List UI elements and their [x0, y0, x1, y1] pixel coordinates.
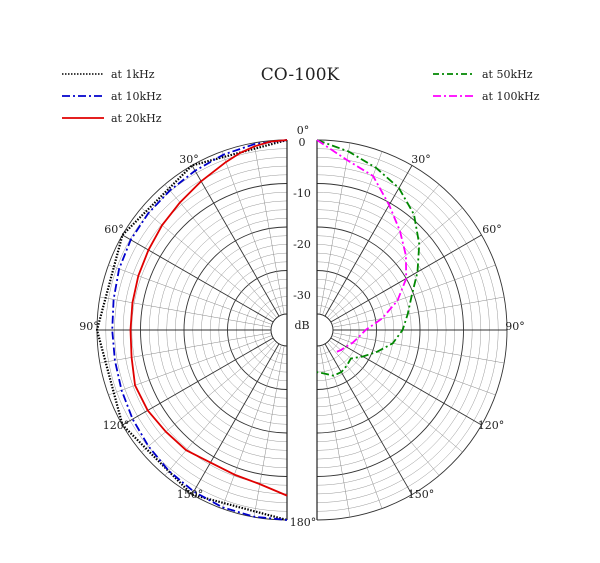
grid-spoke	[165, 184, 277, 317]
angle-label-left-60: 60°	[104, 223, 124, 236]
legend-item-1khz	[62, 68, 155, 81]
grid-spoke	[320, 346, 350, 517]
grid-spoke	[165, 342, 277, 475]
r-tick-label: -20	[293, 238, 311, 251]
angle-label-right-150: 150°	[407, 488, 435, 501]
grid-spoke	[327, 342, 439, 475]
grid-spoke	[254, 346, 284, 517]
r-tick-label: 0	[298, 136, 306, 149]
series-at-20khz	[131, 140, 288, 496]
grid-spoke	[141, 340, 274, 452]
chart-title: CO-100K	[260, 65, 340, 85]
legend-label-10khz: at 10kHz	[111, 90, 162, 103]
grid-spoke	[333, 297, 504, 327]
angle-label-right-60: 60°	[482, 223, 502, 236]
legend-label-1khz: at 1kHz	[111, 68, 155, 81]
grid-spoke	[327, 184, 439, 317]
legend-label-20khz: at 20kHz	[111, 112, 162, 125]
legend-item-100khz	[433, 90, 540, 103]
radial-tick-labels	[293, 136, 311, 332]
angle-label-right-90: 90°	[505, 320, 525, 333]
grid-spoke	[100, 333, 271, 363]
angle-label-right-30: 30°	[411, 153, 431, 166]
angle-label-180: 180°	[289, 516, 317, 529]
legend-item-20khz	[62, 112, 162, 125]
angle-label-left-120: 120°	[102, 419, 130, 432]
legend-item-50khz	[433, 68, 533, 81]
angle-label-left-30: 30°	[179, 153, 199, 166]
grid-spoke	[100, 297, 271, 327]
angle-label-left-150: 150°	[176, 488, 204, 501]
r-tick-label: -10	[293, 187, 311, 200]
grid-spoke	[320, 143, 350, 314]
grid-spoke	[254, 143, 284, 314]
r-tick-label: -30	[293, 289, 311, 302]
grid-spoke	[329, 208, 462, 320]
angle-label-right-120: 120°	[477, 419, 505, 432]
legend-label-100khz: at 100kHz	[482, 90, 540, 103]
unit-label: dB	[294, 319, 310, 332]
legend-item-10khz	[62, 90, 162, 103]
angle-label-0: 0°	[296, 124, 310, 137]
legend-label-50khz: at 50kHz	[482, 68, 533, 81]
grid-spoke	[329, 340, 462, 452]
angle-label-left-90: 90°	[79, 320, 99, 333]
grid-spoke	[333, 333, 504, 363]
